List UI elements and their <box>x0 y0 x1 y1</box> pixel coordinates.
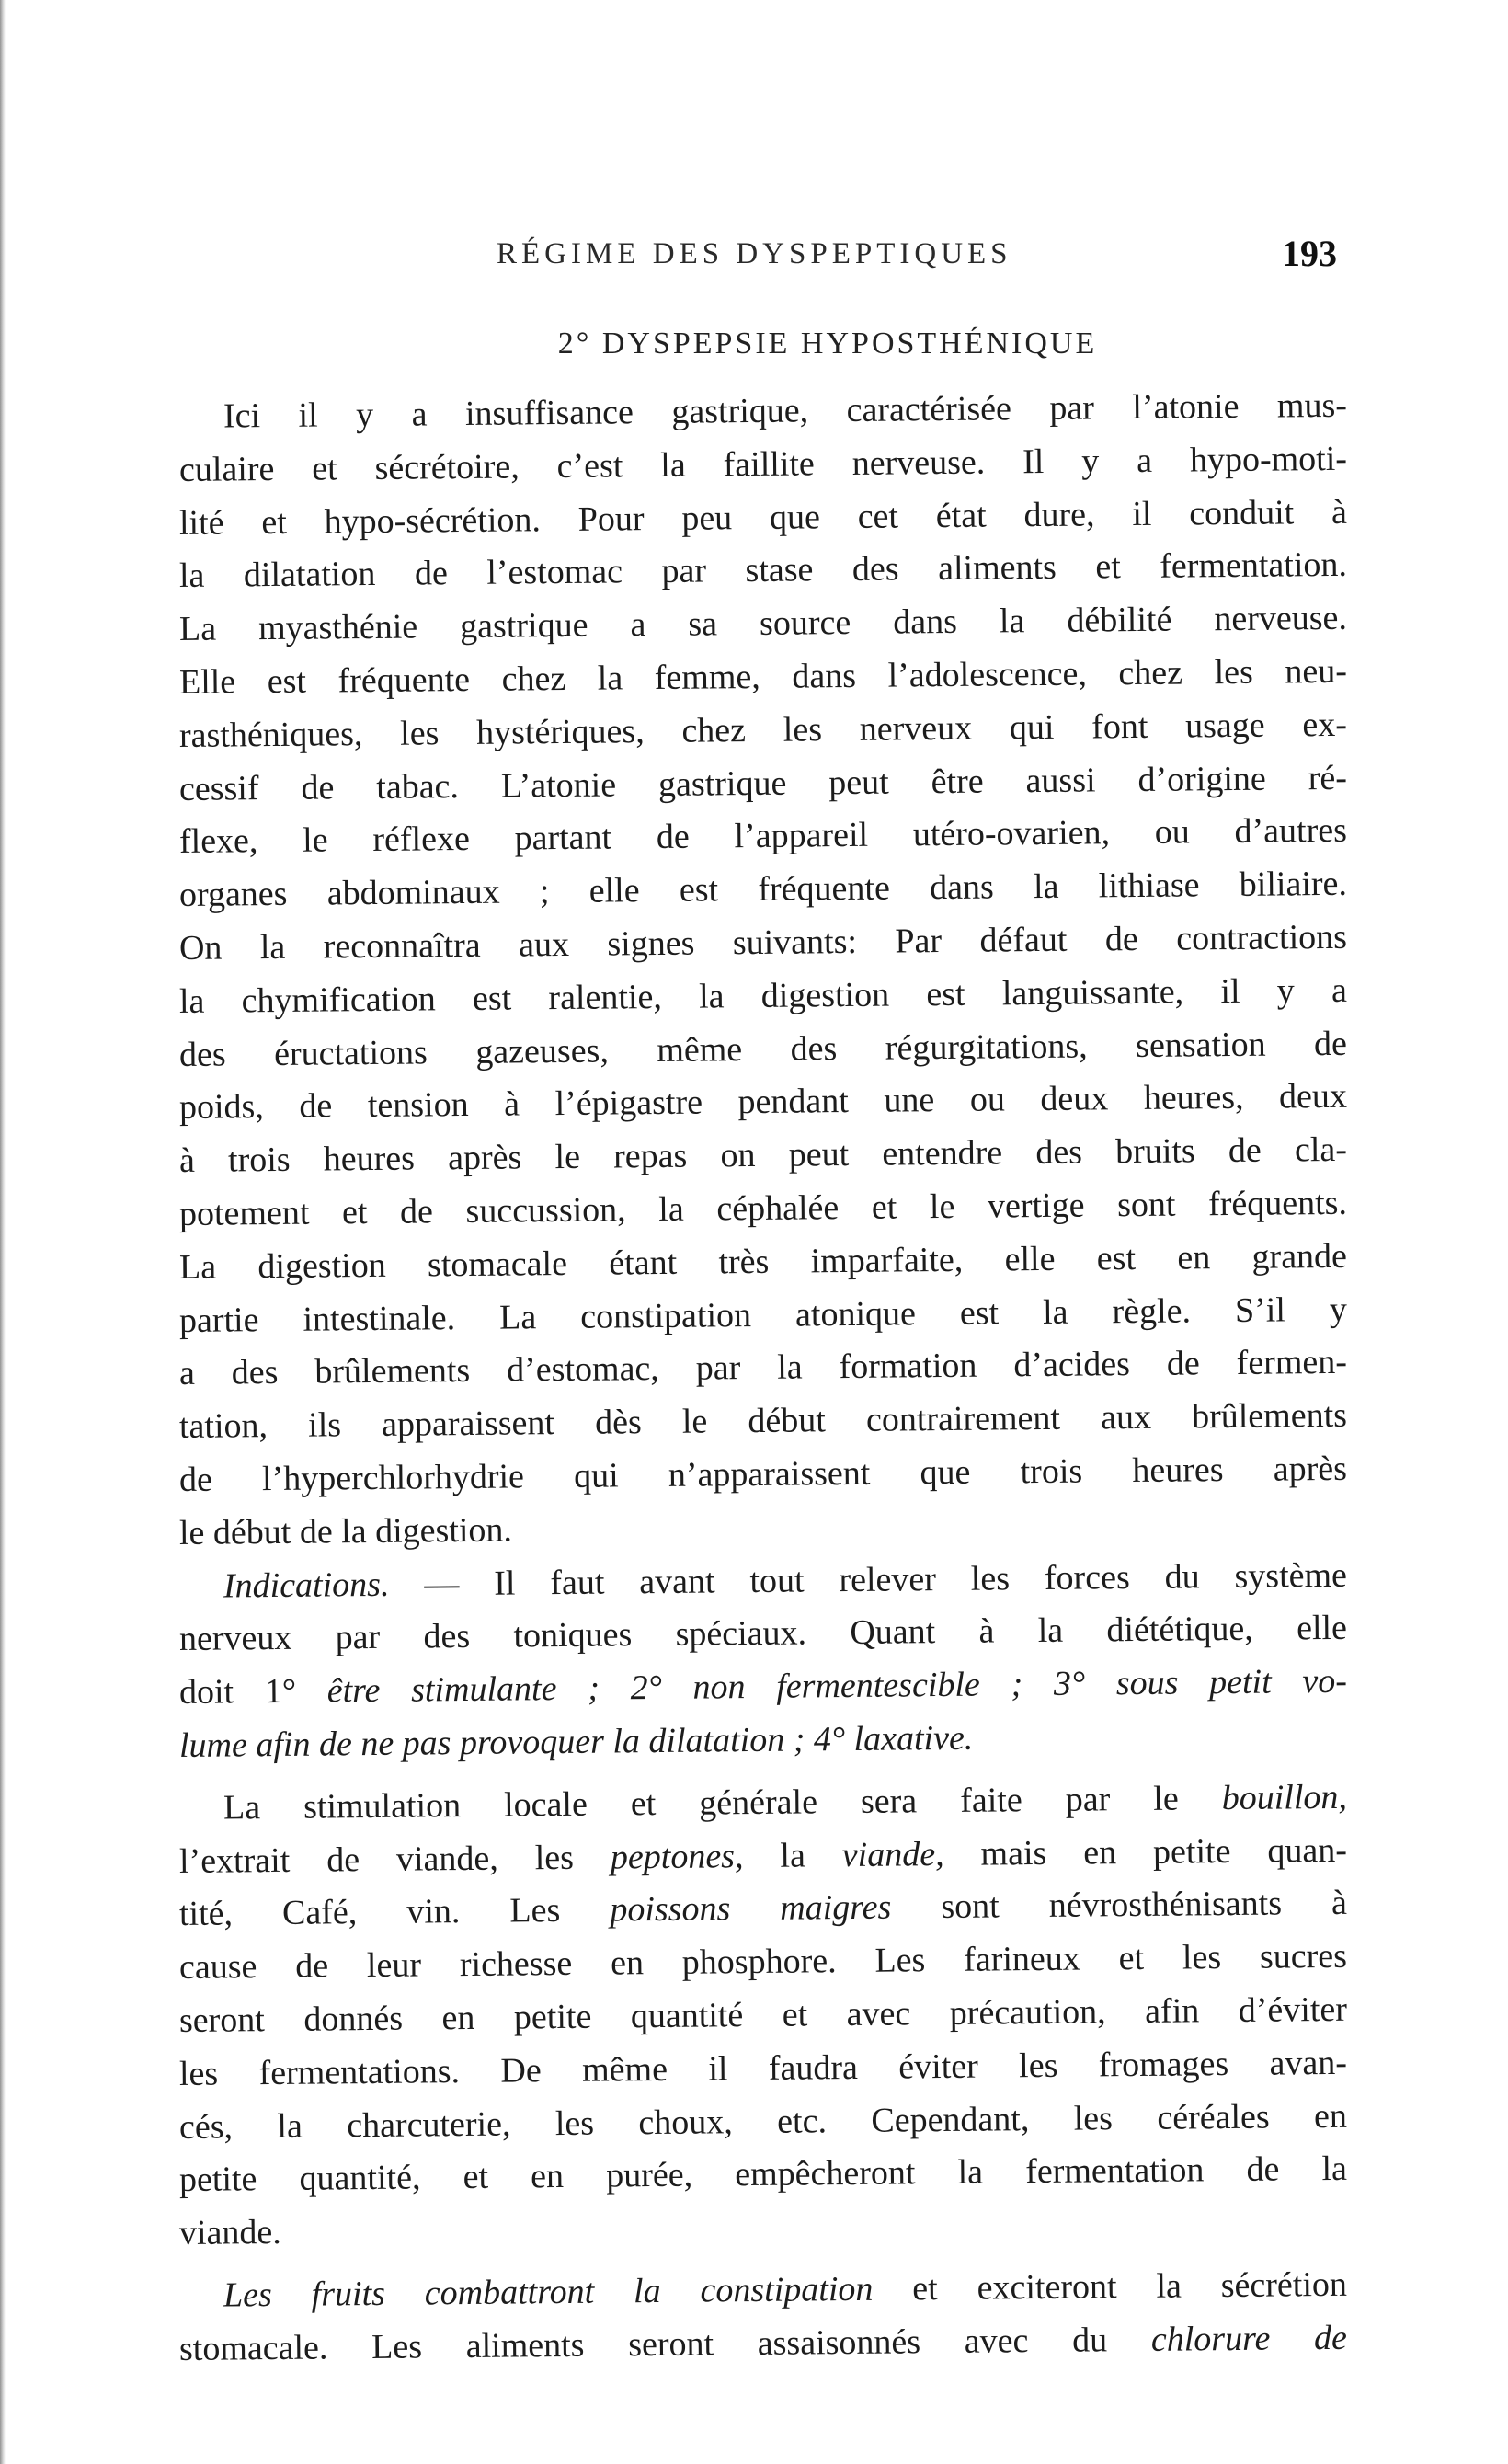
indications-italic: être stimulante ; 2° non fermentescible ; 3° sous petit vo- <box>326 1661 1348 1711</box>
fruits-text: stomacale. Les aliments seront assaisonnés avec du <box>178 2320 1152 2368</box>
indications-text: — Il faut avant tout relever les forces du système <box>389 1555 1348 1604</box>
text-line: la dilatation de l’estomac par stase des aliments et fermentation. <box>178 545 1348 596</box>
text-line: cessif de tabac. L’atonie gastrique peut être aussi d’origine ré- <box>178 758 1348 808</box>
stimulation-line: seront donnés en petite quantité et avec précaution, afin d’éviter <box>178 1989 1348 2040</box>
text-line: Ici il y a insuffisance gastrique, caractérisée par l’atonie mus- <box>223 385 1348 436</box>
text-line: flexe, le réflexe partant de l’appareil utéro-ovarien, ou d’autres <box>178 811 1348 862</box>
text-line: à trois heures après le repas on peut entendre des bruits de cla- <box>178 1129 1348 1181</box>
section-title-text: 2° DYSPEPSIE HYPOSTHÉNIQUE <box>557 327 1098 361</box>
stimulation-line: les fermentations. De même il faudra éviter les fromages avan- <box>178 2043 1348 2093</box>
indications-line: nerveux par des toniques spéciaux. Quant à la diététique, elle <box>178 1609 1348 1659</box>
text-line: potement et de succussion, la céphalée et le vertige sont fréquents. <box>178 1183 1348 1233</box>
text-line: tation, ils apparaissent dès le début contrairement aux brûlements <box>178 1395 1348 1447</box>
stimulation-text: la <box>743 1835 843 1875</box>
stimulation-italic: bouillon, <box>1221 1777 1348 1817</box>
stimulation-text: l’extrait de viande, les <box>178 1838 611 1881</box>
fruits-italic: Les fruits combattront la constipation <box>223 2269 874 2315</box>
stimulation-line: petite quantité, et en purée, empêcheront la fermentation de la <box>178 2149 1348 2200</box>
text-line: rasthéniques, les hystériques, chez les nerveux qui font usage ex- <box>178 705 1348 755</box>
stimulation-text: mais en petite quan- <box>943 1830 1348 1874</box>
stimulation-text: La stimulation locale et générale sera faite par le <box>223 1778 1222 1828</box>
text-line: le début de la digestion. <box>178 1510 513 1553</box>
stimulation-text: sont névrosthénisants à <box>891 1884 1348 1927</box>
text-line: organes abdominaux ; elle est fréquente dans la lithiase biliaire. <box>178 864 1348 915</box>
running-title: RÉGIME DES DYSPEPTIQUES <box>497 237 1012 270</box>
text-line: de l’hyperchlorhydrie qui n’apparaissent que trois heures après <box>178 1449 1348 1499</box>
indications-label: Indications. <box>223 1564 390 1606</box>
fruits-italic: chlorure de <box>1150 2318 1348 2359</box>
text-line: la chymification est ralentie, la digestion est languissante, il y a <box>178 970 1348 1021</box>
stimulation-text: tité, Café, vin. Les <box>178 1890 611 1934</box>
stimulation-line: viande. <box>178 2213 281 2253</box>
text-line: On la reconnaîtra aux signes suivants: Par défaut de contractions <box>178 917 1348 968</box>
fruits-text: et exciteront la sécrétion <box>873 2264 1348 2309</box>
fruits-line <box>179 2311 1347 2376</box>
section-title <box>0 327 1508 361</box>
indications-text: doit 1° <box>178 1671 327 1713</box>
text-line: des éructations gazeuses, même des régurgitations, sensation de <box>178 1024 1348 1074</box>
page-number: 193 <box>1282 233 1337 274</box>
text-line: La digestion stomacale étant très imparfaite, elle est en grande <box>178 1236 1348 1287</box>
text-line: a des brûlements d’estomac, par la formation d’acides de fermen- <box>178 1343 1348 1393</box>
indications-line <box>179 1709 1347 1773</box>
indications-italic: lume afin de ne pas provoquer la dilatation ; 4° laxative. <box>178 1718 974 1765</box>
stimulation-italic: peptones, <box>610 1836 744 1877</box>
text-line: La myasthénie gastrique a sa source dans la débilité nerveuse. <box>178 598 1348 649</box>
stimulation-italic: poissons maigres <box>610 1887 892 1930</box>
body-text <box>178 385 1348 2376</box>
text-line: Elle est fréquente chez la femme, dans l’adolescence, chez les neu- <box>178 651 1348 702</box>
text-line: culaire et sécrétoire, c’est la faillite nerveuse. Il y a hypo-moti- <box>178 439 1348 489</box>
stimulation-line: cause de leur richesse en phosphore. Les farineux et les sucres <box>178 1936 1348 1988</box>
text-line: partie intestinale. La constipation atonique est la règle. S’il y <box>178 1289 1348 1340</box>
page-binding-edge <box>0 0 6 2464</box>
running-head <box>0 232 1508 287</box>
stimulation-italic: viande, <box>841 1834 944 1874</box>
text-line: poids, de tension à l’épigastre pendant une ou deux heures, deux <box>178 1077 1348 1128</box>
text-line: lité et hypo-sécrétion. Pour peu que cet état dure, il conduit à <box>178 492 1348 543</box>
stimulation-line: cés, la charcuterie, les choux, etc. Cependant, les céréales en <box>178 2096 1348 2147</box>
